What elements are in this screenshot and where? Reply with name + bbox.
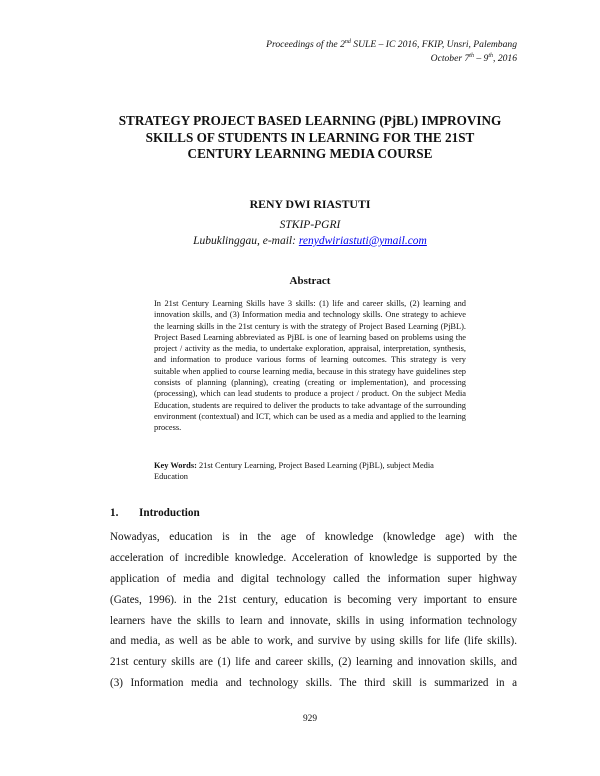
affiliation-contact: Lubuklinggau, e-mail: renydwiriastuti@ymail.com [193, 235, 427, 247]
running-header-line-2: October 7th – 9th, 2016 [430, 52, 517, 64]
body-line: Nowadyas, education is in the age of knowledge (knowledge age) with the [110, 531, 517, 543]
section-heading [110, 507, 200, 519]
paper-title [100, 113, 520, 163]
running-header-line-1: Proceedings of the 2nd SULE – IC 2016, FKIP, Unsri, Palembang [266, 38, 517, 50]
title-line: STRATEGY PROJECT BASED LEARNING (PjBL) IMPROVING [118, 113, 502, 128]
body-line: and media, as well as be able to work, and survive by using skills for life (life skills). [110, 635, 517, 648]
email-link[interactable]: renydwiriastuti@ymail.com [298, 235, 427, 247]
abstract-text: In 21st Century Learning Skills have 3 skills: (1) life and career skills, (2) learning and innovation skills, and (3) Information media and technology skills. One strategy to achieve the learning skills in the 21st century is with the strategy of Project Based Learning (PjBL). Project Based Learning abbreviated as PjBL is one of learning based on problems using the project / activity as the media, to undertake exploration, appraisal, interpretation, synthesis, and information to produce various forms of learning outcomes. This strategy is very suitable when applied to course learning media, because in this strategy have guidelines step consists of planning (planning), creating (creating or implementation), and processing (processing), which can lead students to produce a project / product. On the subject Media Education, students are required to deliver the products to take advantage of the surrounding environment (contextual) and ICT, which can be used as a media and applied to the learning process. [154, 299, 466, 433]
body-line: application of media and digital technology called the information super highway [110, 572, 517, 585]
keywords-text: 21st Century Learning, Project Based Learning (PjBL), subject Media Education [154, 461, 434, 482]
body-line: (Gates, 1996). in the 21st century, education is becoming very important to ensure [110, 593, 517, 606]
abstract-heading: Abstract [289, 275, 331, 287]
section-number: 1. [110, 507, 119, 519]
keywords-label: Key Words: [154, 461, 197, 470]
body-text [110, 527, 517, 694]
title-line: CENTURY LEARNING MEDIA COURSE [187, 146, 433, 161]
section-title: Introduction [139, 507, 200, 519]
page-number: 929 [302, 714, 318, 724]
body-line: acceleration of incredible knowledge. Acceleration of knowledge is supported by the [110, 551, 517, 564]
author-name: RENY DWI RIASTUTI [249, 197, 371, 211]
body-line: 21st century skills are (1) life and career skills, (2) learning and innovation skills, and [110, 656, 517, 669]
keywords [154, 460, 466, 483]
body-line: (3) Information media and technology skills. The third skill is summarized in a [110, 677, 517, 690]
body-line: learners have the skills to learn and innovate, skills in using information technology [110, 614, 517, 627]
affiliation-institution: STKIP-PGRI [279, 219, 341, 231]
title-line: SKILLS OF STUDENTS IN LEARNING FOR THE 21ST [145, 129, 475, 145]
